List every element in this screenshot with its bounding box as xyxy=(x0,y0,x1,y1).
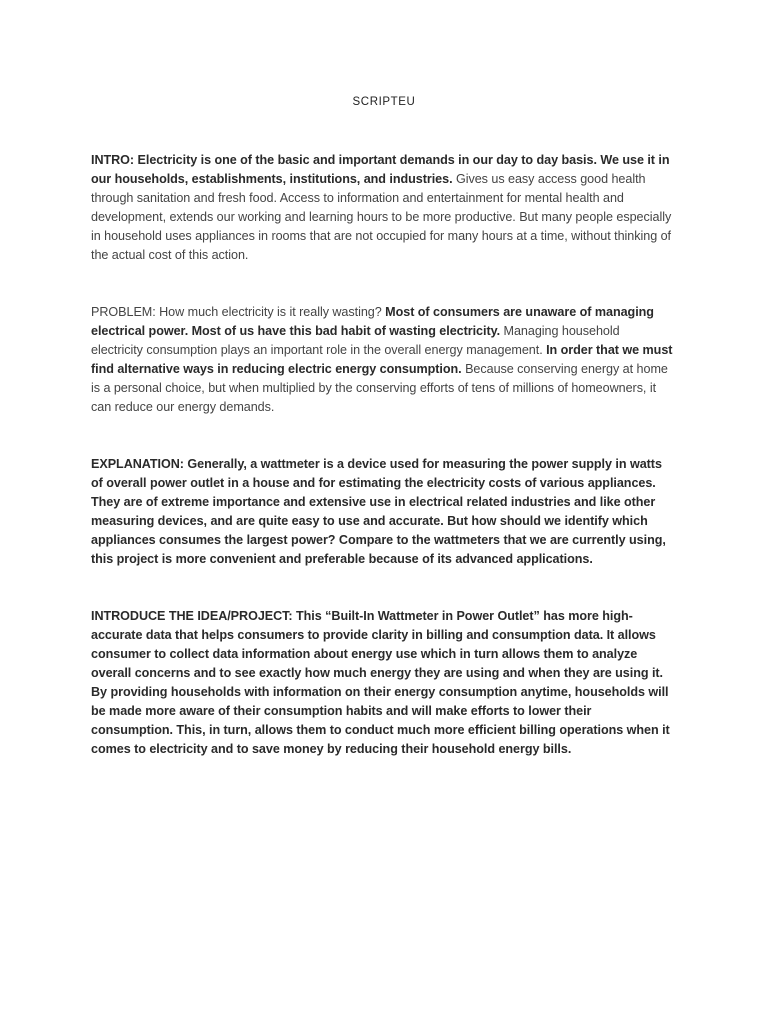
paragraph-problem xyxy=(91,303,673,417)
text-run: Managing household electricity consumption plays an important role in the overall energy management. xyxy=(91,324,620,357)
text-run: Gives us easy access good health through sanitation and fresh food. Access to information and entertainment for mental health and development, extends our working and learning hours to be more productive. But many people especially in household uses appliances in rooms that are not occupied for many hours at a time, without thinking of the actual cost of this action. xyxy=(91,172,672,262)
paragraph-introduce-idea xyxy=(91,607,673,759)
text-run: INTRO: Electricity is one of the basic and important demands in our day to day basis. We use it in our households, establishments, institutions, and industries. xyxy=(91,153,670,186)
text-run: INTRODUCE THE IDEA/PROJECT: This “Built-In Wattmeter in Power Outlet” has more high-accurate data that helps consumers to provide clarity in billing and consumption data. It allows consumer to collect data information about energy use which in turn allows them to analyze overall concerns and to see exactly how much energy they are using and when they are using it. By providing households with information on their energy consumption anytime, households will be made more aware of their consumption habits and will make efforts to lower their consumption. This, in turn, allows them to conduct much more efficient billing operations when it comes to electricity and to save money by reducing their household energy bills. xyxy=(91,609,670,756)
text-run: EXPLANATION: Generally, a wattmeter is a device used for measuring the power supply in watts of overall power outlet in a house and for estimating the electricity costs of various appliances. They are of extreme importance and extensive use in electrical related industries and like other measuring devices, and are quite easy to use and accurate. But how should we identify which appliances consumes the largest power? Compare to the wattmeters that we are currently using, this project is more convenient and preferable because of its advanced applications. xyxy=(91,457,666,566)
document-title: SCRIPTEU xyxy=(352,96,416,108)
paragraph-intro xyxy=(91,151,673,265)
text-run: Most of consumers are unaware of managing electrical power. Most of us have this bad habit of wasting electricity. xyxy=(91,305,654,338)
text-run: In order that we must find alternative ways in reducing electric energy consumption. xyxy=(91,343,673,376)
paragraph-explanation xyxy=(91,455,673,569)
text-run: Because conserving energy at home is a personal choice, but when multiplied by the conserving efforts of tens of millions of homeowners, it can reduce our energy demands. xyxy=(91,362,668,414)
text-run: PROBLEM: How much electricity is it really wasting? xyxy=(91,305,386,319)
